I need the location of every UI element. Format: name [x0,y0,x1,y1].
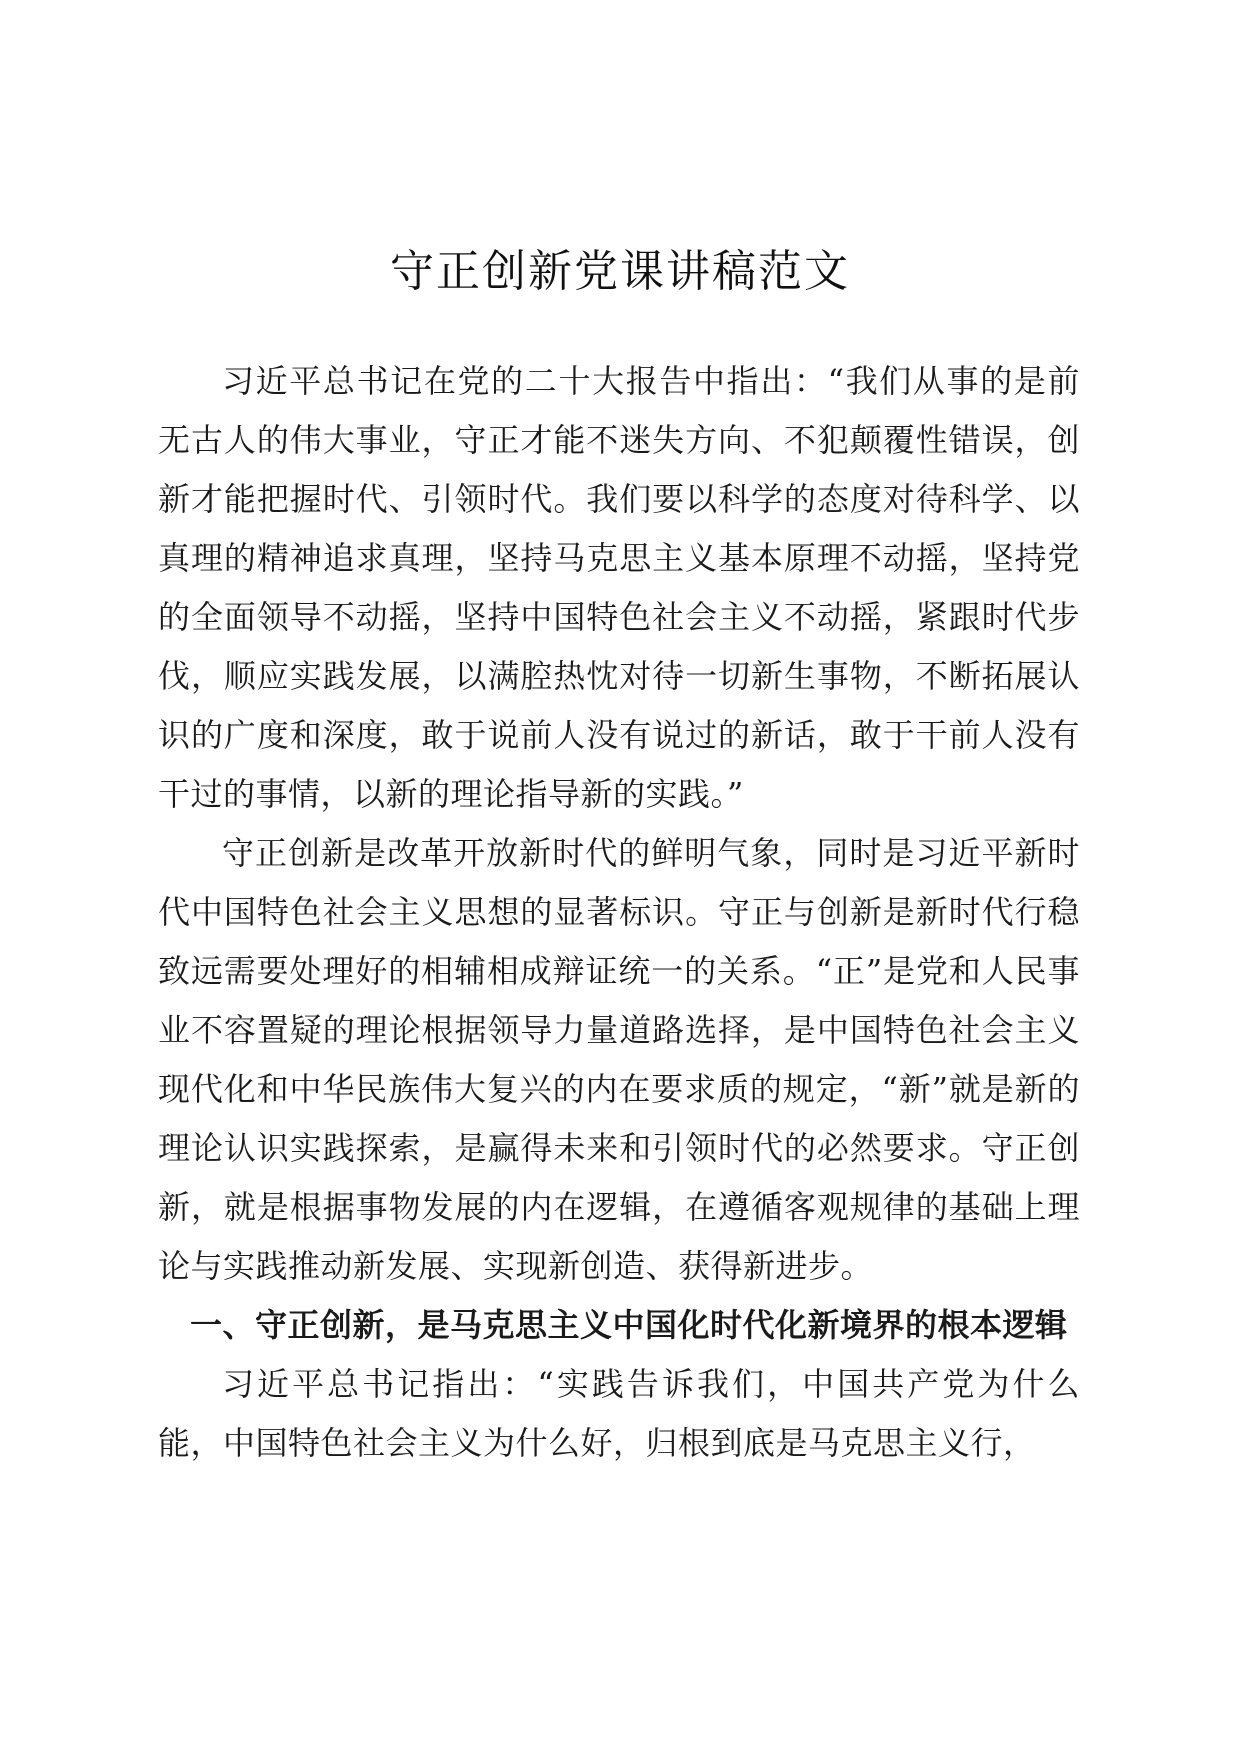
paragraph-definition: 守正创新是改革开放新时代的鲜明气象，同时是习近平新时代中国特色社会主义思想的显著标识。守正与创新是新时代行稳致远需要处理好的相辅相成辩证统一的关系。“正”是党和人民事业不容置疑的理论根据领导力量道路选择，是中国特色社会主义现代化和中华民族伟大复兴的内在要求质的规定，“新”就是新的理论认识实践探索，是赢得未来和引领时代的必然要求。守正创新，就是根据事物发展的内在逻辑，在遵循客观规律的基础上理论与实践推动新发展、实现新创造、获得新进步。 [158,834,1080,1285]
section-heading-1: 一、守正创新，是马克思主义中国化时代化新境界的根本逻辑 [190,1306,1068,1344]
document-body [158,352,1080,1473]
document-title: 守正创新党课讲稿范文 [390,246,850,297]
paragraph-intro-quote: 习近平总书记在党的二十大报告中指出：“我们从事的是前无古人的伟大事业，守正才能不迷失方向、不犯颠覆性错误，创新才能把握时代、引领时代。我们要以科学的态度对待科学、以真理的精神追求真理，坚持马克思主义基本原理不动摇，坚持党的全面领导不动摇，坚持中国特色社会主义不动摇，紧跟时代步伐，顺应实践发展，以满腔热忱对待一切新生事物，不断拓展认识的广度和深度，敢于说前人没有说过的新话，敢于干前人没有干过的事情，以新的理论指导新的实践。” [158,362,1080,813]
paragraph-section-1: 习近平总书记指出：“实践告诉我们，中国共产党为什么能，中国特色社会主义为什么好，归根到底是马克思主义行， [158,1365,1080,1462]
